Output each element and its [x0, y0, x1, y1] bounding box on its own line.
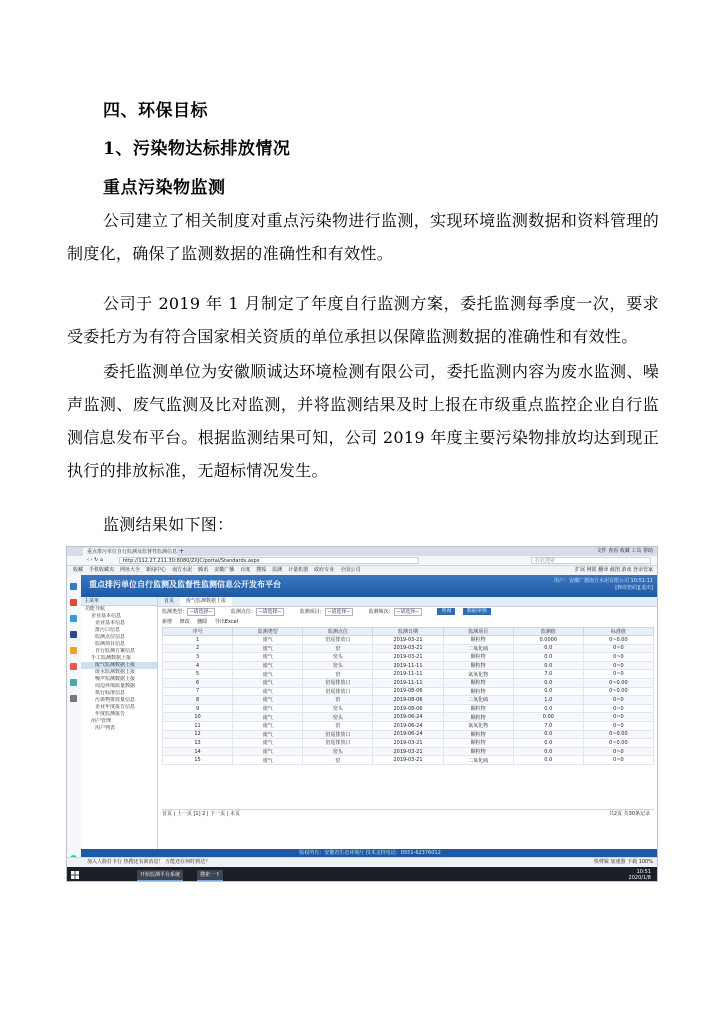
pager — [162, 809, 654, 819]
column-header[interactable]: 监测值 — [513, 628, 583, 636]
column-header[interactable]: 标准值 — [583, 628, 653, 636]
table-cell: 窑尾排放口 — [303, 687, 373, 696]
menu-head: 主菜单 — [81, 597, 157, 606]
bookmark-item[interactable]: 收藏 — [73, 567, 84, 573]
table-cell: 7 — [163, 687, 233, 696]
table-cell: 废气 — [233, 636, 303, 645]
bookmarks-right[interactable]: 扩展 网银 翻译 截图 游戏 登录管家 — [575, 567, 653, 573]
video-icon[interactable] — [70, 663, 77, 670]
column-header[interactable]: 序号 — [163, 628, 233, 636]
filter-item-select[interactable]: --请选择-- — [325, 608, 353, 616]
browser-statusbar — [67, 857, 657, 867]
table-cell: 二氧化硫 — [443, 756, 513, 765]
table-cell: 12 — [163, 730, 233, 739]
table-cell: 1 — [163, 636, 233, 645]
table-cell: 废气 — [233, 756, 303, 765]
table-cell: 2019-03-21 — [373, 756, 443, 765]
table-row[interactable] — [163, 661, 654, 670]
table-cell: 2019-08-06 — [373, 696, 443, 705]
bookmark-item[interactable]: 腾讯 — [198, 567, 209, 573]
settings-icon[interactable] — [70, 695, 77, 702]
table-row[interactable] — [163, 644, 654, 653]
table-cell: 0~0 — [583, 756, 653, 765]
table-cell: 14 — [163, 747, 233, 756]
table-cell: 9 — [163, 704, 233, 713]
table-cell: 颗粒物 — [443, 653, 513, 662]
table-cell: 0~0 — [583, 644, 653, 653]
table-cell: 窑头 — [303, 713, 373, 722]
table-cell: 13 — [163, 739, 233, 748]
table-cell: 2019-08-06 — [373, 704, 443, 713]
table-cell: 颗粒物 — [443, 687, 513, 696]
column-header[interactable]: 监测点位 — [303, 628, 373, 636]
user-actions[interactable]: [修改密码][退出] — [615, 585, 653, 591]
tray-date: 2020/1/8 — [628, 875, 651, 881]
table-cell: 0.0 — [513, 687, 583, 696]
table-row[interactable] — [163, 756, 654, 765]
submit-button[interactable]: 数据审核 — [463, 608, 491, 615]
table-cell: 0.0 — [513, 747, 583, 756]
search-input[interactable]: 在此搜索 — [531, 557, 651, 564]
status-tools[interactable]: 快剪辑 加速器 下载 100% — [593, 859, 653, 865]
query-button[interactable]: 查询 — [437, 608, 455, 615]
section-title: 四、环保目标 — [103, 101, 208, 121]
table-cell: 颗粒物 — [443, 730, 513, 739]
menu-item[interactable]: 手工监测数据上报 — [91, 655, 132, 661]
menu-item[interactable]: 监测项目信息 — [95, 641, 126, 647]
table-cell: 2019-11-11 — [373, 678, 443, 687]
filter-label-item: 监测项目： — [299, 609, 325, 615]
table-row[interactable] — [163, 747, 654, 756]
table-cell: 0.0 — [513, 653, 583, 662]
bookmark-item[interactable]: 政府专业 — [314, 567, 335, 573]
table-cell: 窑 — [303, 644, 373, 653]
table-cell: 0.00 — [513, 713, 583, 722]
table-cell: 0.0 — [513, 644, 583, 653]
filter-type-select[interactable]: --请选择-- — [187, 608, 215, 616]
tab-home[interactable]: 首页 — [164, 598, 175, 604]
menu-item[interactable]: 排污口信息 — [95, 627, 121, 633]
task-search[interactable]: 搜索一下 — [197, 870, 223, 881]
table-row[interactable] — [163, 678, 654, 687]
table-cell: 0.0000 — [513, 636, 583, 645]
table-cell: 颗粒物 — [443, 678, 513, 687]
menu-item[interactable]: 企业基本信息 — [95, 620, 126, 626]
table-cell: 二氧化硫 — [443, 644, 513, 653]
table-cell: 0~0.00 — [583, 739, 653, 748]
platform-title: 重点排污单位自行监测及监督性监测信息公开发布平台 — [89, 580, 281, 589]
table-cell: 废气 — [233, 747, 303, 756]
table-cell: 氮氧化物 — [443, 721, 513, 730]
table-cell: 2 — [163, 644, 233, 653]
windows-start-icon[interactable] — [71, 871, 79, 879]
system-tray — [629, 869, 651, 881]
table-row[interactable] — [163, 653, 654, 662]
menu-item[interactable]: 污染物排放量信息 — [95, 697, 136, 703]
table-cell: 废气 — [233, 687, 303, 696]
table-cell: 2019-11-11 — [373, 670, 443, 679]
table-cell: 废气 — [233, 661, 303, 670]
menu-sidebar — [81, 597, 158, 849]
paragraph-2: 公司于 2019 年 1 月制定了年度自行监测方案，委托监测每季度一次，要求受委托方为有符合国家相关资质的单位承担以保障监测数据的准确性和有效性。 — [67, 294, 659, 346]
delete-button[interactable]: 删除 — [197, 619, 208, 625]
table-cell: 2019-06-24 — [373, 721, 443, 730]
menu-item[interactable]: 自行监测方案信息 — [95, 648, 136, 654]
table-cell: 废气 — [233, 678, 303, 687]
menu-item[interactable]: 废水监测数据上报 — [95, 669, 136, 675]
table-cell: 颗粒物 — [443, 636, 513, 645]
pager-links[interactable]: 首页 | 上一页 [1] 2 | 下一页 | 末页 — [162, 811, 241, 817]
table-cell: 0~0 — [583, 653, 653, 662]
tool-icon[interactable] — [70, 679, 77, 686]
paragraph-4: 监测结果如下图： — [103, 515, 234, 534]
paragraph-3: 委托监测单位为安徽顺诚达环境检测有限公司，委托监测内容为废水监测、噪声监测、废气监测及比对监测，并将监测结果及时上报在市级重点监控企业自行监测信息发布平台。根据监测结果可知，公司 2019 年度主要污染物排放均达到现正执行的排放标准，无超标情况发生。 — [67, 362, 659, 480]
table-cell: 废气 — [233, 721, 303, 730]
menu-item[interactable]: 用户列表 — [95, 725, 116, 731]
table-cell: 二氧化硫 — [443, 696, 513, 705]
browser-sidebar — [67, 575, 82, 871]
column-header[interactable]: 监测类型 — [233, 628, 303, 636]
task-browser[interactable]: 开始监测平台系统 — [137, 870, 183, 881]
table-cell: 窑 — [303, 670, 373, 679]
bookmark-item[interactable]: 全国公司 — [340, 567, 361, 573]
filter-label-freq: 监测频次： — [368, 609, 394, 615]
menu-item[interactable]: 废气监测数据上报 — [81, 662, 157, 669]
filter-label-type: 监测类型： — [162, 609, 188, 615]
browser-tab[interactable]: 重点排污单位自行监测及监督性监测信息 — [83, 548, 177, 556]
table-cell: 2019-03-21 — [373, 636, 443, 645]
table-cell: 0.0 — [513, 756, 583, 765]
content-area — [158, 597, 658, 849]
table-cell: 10 — [163, 713, 233, 722]
table-cell: 4 — [163, 661, 233, 670]
menu-item[interactable]: 功能导航 — [85, 606, 106, 612]
table-cell: 0~0 — [583, 747, 653, 756]
table-cell: 0~0 — [583, 721, 653, 730]
menu-item[interactable]: 年度监测报告 — [95, 711, 126, 717]
table-cell: 氮氧化物 — [443, 670, 513, 679]
table-cell: 窑头 — [303, 704, 373, 713]
table-cell: 1.0 — [513, 696, 583, 705]
menu-item[interactable]: 执行标准信息 — [95, 690, 126, 696]
bookmark-item[interactable]: 新闻中心 — [146, 567, 167, 573]
table-cell: 窑尾排放口 — [303, 739, 373, 748]
table-cell: 0~0.00 — [583, 730, 653, 739]
table-cell: 8 — [163, 696, 233, 705]
app-icon[interactable] — [70, 631, 77, 638]
new-tab-icon[interactable]: + — [179, 548, 185, 555]
table-row[interactable] — [163, 636, 654, 645]
menu-item[interactable]: 周边环境质量数据 — [95, 683, 136, 689]
table-cell: 0~0.00 — [583, 678, 653, 687]
table-cell: 废气 — [233, 696, 303, 705]
table-cell: 0~0.00 — [583, 636, 653, 645]
table-cell: 颗粒物 — [443, 739, 513, 748]
table-cell: 15 — [163, 756, 233, 765]
table-cell: 2019-03-21 — [373, 739, 443, 748]
paragraph-1: 公司建立了相关制度对重点污染物进行监测，实现环境监测数据和资料管理的制度化，确保了监测数据的准确性和有效性。 — [67, 211, 659, 263]
table-cell: 废气 — [233, 644, 303, 653]
table-cell: 3 — [163, 653, 233, 662]
grid-toolbar — [158, 618, 658, 627]
bookmark-item[interactable]: 百度 — [240, 567, 251, 573]
column-header[interactable]: 监测项目 — [443, 628, 513, 636]
table-cell: 废气 — [233, 670, 303, 679]
table-cell: 窑 — [303, 696, 373, 705]
table-cell: 0~0 — [583, 696, 653, 705]
subsection-title: 1、污染物达标排放情况 — [103, 139, 291, 159]
data-table — [162, 627, 654, 765]
table-cell: 0~0 — [583, 670, 653, 679]
table-cell: 窑头 — [303, 653, 373, 662]
table-cell: 7.0 — [513, 670, 583, 679]
table-cell: 0~0 — [583, 704, 653, 713]
table-row[interactable] — [163, 730, 654, 739]
table-cell: 废气 — [233, 704, 303, 713]
filter-label-point: 监测点位： — [230, 609, 256, 615]
platform-banner — [81, 575, 658, 597]
window-menu[interactable]: 文件 查看 收藏 工具 帮助 — [596, 548, 653, 554]
nav-arrows-icon[interactable]: ‹ › ↻ ⌂ — [87, 557, 104, 563]
table-cell: 废气 — [233, 730, 303, 739]
windows-taskbar — [67, 867, 657, 882]
table-cell: 颗粒物 — [443, 704, 513, 713]
table-row[interactable] — [163, 713, 654, 722]
filter-freq-select[interactable]: --请选择-- — [394, 608, 422, 616]
table-cell: 2019-08-06 — [373, 687, 443, 696]
add-button[interactable]: 新增 — [162, 619, 173, 625]
table-row[interactable] — [163, 704, 654, 713]
edit-button[interactable]: 修改 — [179, 619, 190, 625]
table-cell: 颗粒物 — [443, 747, 513, 756]
table-cell: 废气 — [233, 713, 303, 722]
menu-item[interactable]: 企业年度报告信息 — [95, 704, 136, 710]
table-cell: 0~0 — [583, 661, 653, 670]
bookmark-item[interactable]: 手机收藏夹 — [89, 567, 115, 573]
table-cell: 窑头 — [303, 747, 373, 756]
table-cell: 0~0.00 — [583, 687, 653, 696]
tab-gas-data[interactable]: 废气监测数据上报 — [180, 597, 232, 606]
table-cell: 废气 — [233, 739, 303, 748]
table-header-row — [163, 628, 654, 636]
table-cell: 窑尾排放口 — [303, 730, 373, 739]
bookmark-item[interactable]: 计量机器 — [288, 567, 309, 573]
address-bar — [67, 556, 657, 566]
table-cell: 废气 — [233, 653, 303, 662]
menu-items — [81, 606, 157, 732]
table-cell: 颗粒物 — [443, 713, 513, 722]
platform-footer: 版权所有：安徽省生态环境厅 技术支持电话：0551-62376012 — [81, 849, 658, 857]
url-input[interactable]: http://112.27.211.30:8080/ZXJC/portal/Standards.aspx — [119, 557, 419, 564]
table-cell: 0.0 — [513, 739, 583, 748]
table-cell: 窑头 — [303, 661, 373, 670]
user-info — [554, 578, 653, 592]
table-cell: 2019-03-21 — [373, 644, 443, 653]
menu-item[interactable]: 监测点位信息 — [95, 634, 126, 640]
table-cell: 0.0 — [513, 661, 583, 670]
table-cell: 2019-06-24 — [373, 713, 443, 722]
menu-item[interactable]: 噪声监测数据上报 — [95, 676, 136, 682]
table-cell: 颗粒物 — [443, 661, 513, 670]
pager-summary: 共2页 共30条记录 — [608, 811, 650, 817]
filter-row — [158, 607, 658, 618]
menu-item[interactable]: 用户管理 — [91, 718, 112, 724]
table-cell: 窑 — [303, 721, 373, 730]
table-cell: 2019-06-24 — [373, 730, 443, 739]
export-button[interactable]: 导出Excel — [214, 619, 239, 625]
bookmark-item[interactable]: 安徽广播 — [214, 567, 235, 573]
embedded-screenshot — [66, 546, 658, 882]
table-cell: 0.0 — [513, 704, 583, 713]
table-cell: 2019-03-21 — [373, 747, 443, 756]
table-row[interactable] — [163, 687, 654, 696]
table-cell: 7.0 — [513, 721, 583, 730]
table-cell: 窑尾排放口 — [303, 636, 373, 645]
user-info-line: 用户：安徽广德南方水泥有限公司 10:51:11 — [553, 578, 653, 584]
table-cell: 0~0 — [583, 713, 653, 722]
table-cell: 5 — [163, 670, 233, 679]
table-cell: 2019-11-11 — [373, 661, 443, 670]
table-cell: 2019-03-21 — [373, 653, 443, 662]
table-cell: 6 — [163, 678, 233, 687]
table-cell: 窑 — [303, 756, 373, 765]
content-tabs — [158, 597, 658, 607]
table-cell: 11 — [163, 721, 233, 730]
status-news[interactable]: 加入人脸打卡行 热搜还有新消息！ 万能还在何时到达？ — [87, 859, 211, 865]
mail-icon[interactable] — [70, 615, 77, 622]
bookmark-item[interactable]: 南方水泥 — [172, 567, 193, 573]
table-cell: 窑尾排放口 — [303, 678, 373, 687]
table-cell: 0.0 — [513, 730, 583, 739]
table-row[interactable] — [163, 739, 654, 748]
weibo-icon[interactable] — [70, 599, 77, 606]
table-row[interactable] — [163, 696, 654, 705]
browser-tabbar — [67, 547, 657, 556]
bookmark-item[interactable]: 搜狐 — [256, 567, 267, 573]
bookmark-item[interactable]: 网址大全 — [120, 567, 141, 573]
table-row[interactable] — [163, 721, 654, 730]
heading-monitoring: 重点污染物监测 — [103, 178, 226, 198]
table-cell: 0.0 — [513, 678, 583, 687]
tray-time: 10:51 — [636, 869, 651, 875]
filter-point-select[interactable]: --请选择-- — [256, 608, 284, 616]
table-row[interactable] — [163, 670, 654, 679]
column-header[interactable]: 监测日期 — [373, 628, 443, 636]
favorite-icon[interactable] — [70, 583, 77, 590]
menu-item[interactable]: 企业基本信息 — [91, 613, 122, 619]
game-icon[interactable] — [70, 647, 77, 654]
bookmark-item[interactable]: 监测 — [272, 567, 283, 573]
